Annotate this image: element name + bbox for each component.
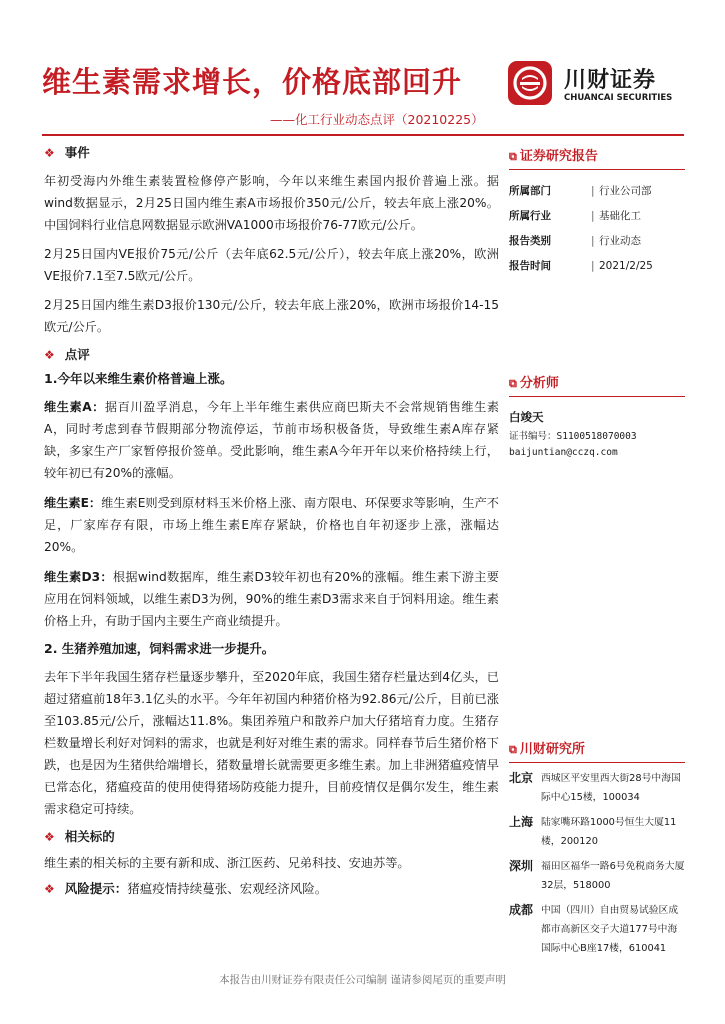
address-beijing: 北京 西城区平安里西大街28号中海国际中心15楼，100034 [509,771,681,803]
section-marker-icon: ⧉ [509,377,517,390]
address-shanghai: 上海 陆家嘴环路1000号恒生大厦11楼，200120 [509,815,677,847]
institute-heading: ⧉ 川财研究所 [509,738,685,763]
address-shenzhen: 深圳 福田区福华一路6号免税商务大厦32层，518000 [509,859,685,891]
event-paragraph-1: 年初受海内外维生素装置检修停产影响，今年以来维生素国内报价普遍上涨。据wind数据显示，2月25日国内维生素A市场报价350元/公斤，较去年底上涨20%。中国饲料行业信息网数据显示欧洲VA1000市场报价76-77欧元/公斤。 [44,174,499,232]
logo-text-cn: 川财证券 [564,68,657,93]
info-row-industry: 所属行业 | 基础化工 [509,209,641,222]
chuancai-logo-icon [508,61,552,105]
related-paragraph: 维生素的相关标的主要有新和成、浙江医药、兄弟科技、安迪苏等。 [44,856,410,870]
analyst-name: 白竣天 [509,410,544,424]
analyst-certificate: 证书编号：S1100518070003 [509,431,637,442]
section-risk [44,878,499,900]
brand-logo [508,61,678,107]
pig-paragraph: 去年下半年我国生猪存栏量逐步攀升，至2020年底，我国生猪存栏量达到4亿头，已超过猪瘟前18年3.1亿头的水平。今年年初国内种猪价格为92.86元/公斤，目前已涨至103.85元/公斤，涨幅达11.8%。集团养殖户和散养户加大仔猪培育力度。生猪存栏数量增长利好对饲料的需求，也就是利好对维生素的需求。同样春节后生猪价格下跌，也是因为生猪供给端增长，猪数量增长就需要更多维生素。加上非洲猪瘟疫情早已常态化，猪瘟疫苗的使用使得猪场防疫能力提升，目前疫情仅是偶尔发生，维生素需求稳定可持续。 [44,670,499,816]
point-heading-2: 2. 生猪养殖加速，饲料需求进一步提升。 [44,641,275,656]
info-row-date: 报告时间 | 2021/2/25 [509,259,653,272]
header-divider [42,134,684,136]
institute-panel [509,738,685,958]
event-paragraph-2: 2月25日国内VE报价75元/公斤（去年底62.5元/公斤），较去年底上涨20%，欧洲VE报价7.1至7.5欧元/公斤。 [44,247,499,283]
diamond-bullet-icon: ❖ [44,882,55,896]
diamond-bullet-icon: ❖ [44,348,55,362]
report-info-heading: ⧉ 证券研究报告 [509,145,685,170]
vitamin-e-paragraph [44,492,499,558]
risk-text: 猪瘟疫情持续蔓张、宏观经济风险。 [127,881,328,896]
section-marker-icon: ⧉ [509,150,517,163]
report-title: 维生素需求增长，价格底部回升 [42,65,463,99]
main-content [44,140,499,900]
analyst-panel [509,372,685,461]
report-subtitle: ——化工行业动态点评（20210225） [270,112,484,127]
analyst-heading: ⧉ 分析师 [509,372,685,397]
section-marker-icon: ⧉ [509,743,517,756]
logo-text-en: CHUANCAI SECURITIES [564,93,673,103]
vitamin-d3-lead: 维生素D3： [44,570,113,584]
vitamin-e-text: 维生素E则受到原材料玉米价格上涨、南方限电、环保要求等影响，生产不足，厂家库存有限，市场上维生素E库存紧缺，价格也自年初逐步上涨，涨幅达20%。 [44,496,499,554]
diamond-bullet-icon: ❖ [44,830,55,844]
info-row-department: 所属部门 | 行业公司部 [509,184,652,197]
address-chengdu: 成都 中国（四川）自由贸易试验区成都市高新区交子大道177号中海国际中心B座17楼，610041 [509,903,679,954]
diamond-bullet-icon: ❖ [44,146,55,160]
vitamin-a-paragraph [44,396,499,484]
analyst-email[interactable]: baijuntian@cczq.com [509,447,618,458]
vitamin-a-lead: 维生素A： [44,400,105,414]
section-heading-related: ❖ 相关标的 [44,829,115,844]
risk-heading: 风险提示： [64,881,128,896]
vitamin-d3-paragraph [44,566,499,632]
vitamin-e-lead: 维生素E： [44,496,102,510]
vitamin-a-text: 据百川盈孚消息，今年上半年维生素供应商巴斯夫不会常规销售维生素A，同时考虑到春节假期部分物流停运，节前市场积极备货，导致维生素A库存紧缺，多家生产厂家暂停报价签单。受此影响，维生素A今年开年以来价格持续上行，较年初已有20%的涨幅。 [44,400,500,480]
event-paragraph-3: 2月25日国内维生素D3报价130元/公斤，较去年底上涨20%，欧洲市场报价14-15欧元/公斤。 [44,298,499,334]
point-heading-1: 1.今年以来维生素价格普遍上涨。 [44,371,233,386]
section-heading-comment: ❖ 点评 [44,347,90,362]
page-footer: 本报告由川财证券有限责任公司编制 谨请参阅尾页的重要声明 [219,974,506,986]
report-info-panel [509,145,685,278]
vitamin-d3-text: 根据wind数据库，维生素D3较年初也有20%的涨幅。维生素下游主要应用在饲料领域，以维生素D3为例，90%的维生素D3需求来自于饲料用途。维生素价格上升，有助于国内主要生产商业绩提升。 [44,570,499,628]
section-heading-event: ❖ 事件 [44,145,90,160]
info-row-category: 报告类别 | 行业动态 [509,234,641,247]
